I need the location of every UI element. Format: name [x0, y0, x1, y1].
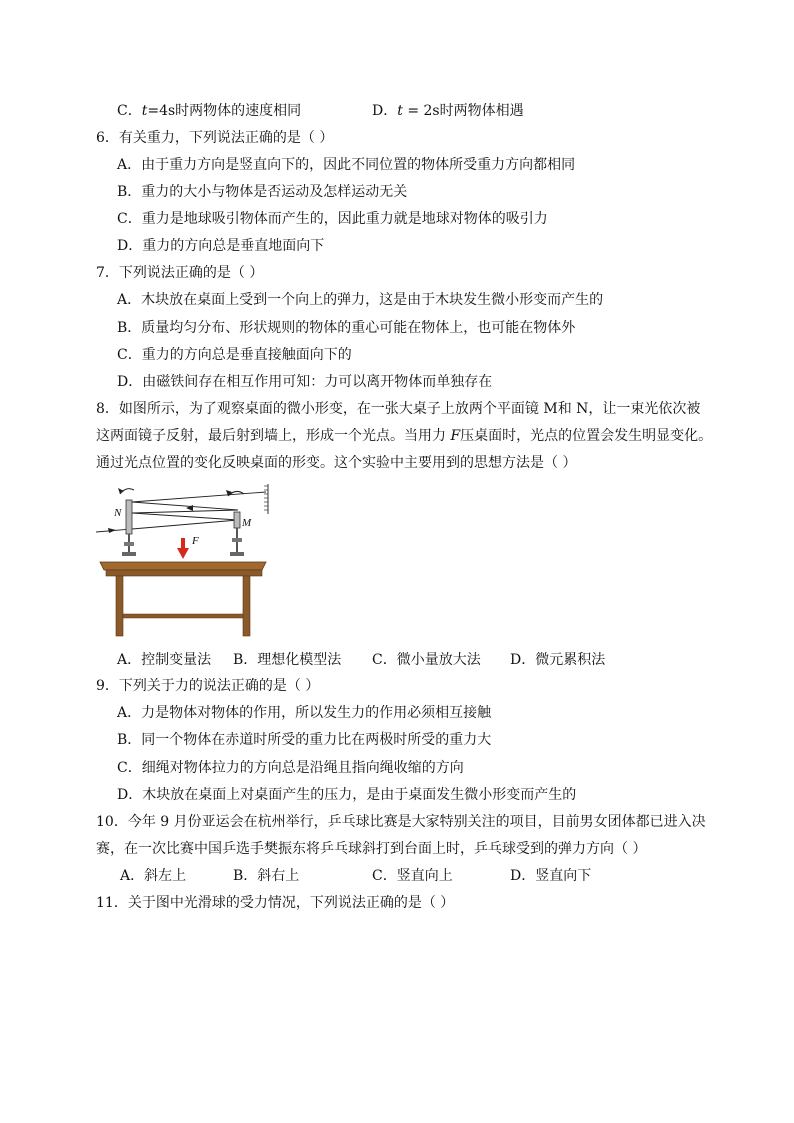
wall-scale [264, 484, 268, 514]
q8-option-c: C．微小量放大法 [372, 652, 481, 668]
q8-stem-line2: 这两面镜子反射，最后射到墙上，形成一个光点。当用力 F压桌面时，光点的位置会发生明显变化。 [96, 428, 713, 444]
q5-option-c: C．t=4s时两物体的速度相同 [117, 103, 302, 119]
q10-stem-line1: 10．今年 9 月份亚运会在杭州举行，乒乓球比赛是大家特别关注的项目，目前男女团体都已进入决 [96, 814, 706, 830]
q6-option-a: A．由于重力方向是竖直向下的，因此不同位置的物体所受重力方向都相同 [117, 157, 576, 173]
mirror-table-figure [96, 482, 274, 644]
q8-option-a: A．控制变量法 [117, 652, 212, 668]
q8-stem-line1: 8．如图所示，为了观察桌面的微小形变，在一张大桌子上放两个平面镜 M和 N，让一束光依次被 [96, 401, 701, 417]
q10-option-a: A．斜左上 [120, 868, 187, 884]
q9-stem: 9．下列关于力的说法正确的是（ ） [96, 678, 320, 694]
table [100, 562, 266, 636]
q9-option-d: D．木块放在桌面上对桌面产生的压力，是由于桌面发生微小形变而产生的 [117, 787, 577, 803]
light-rays [96, 492, 266, 533]
q5-option-d: D．t = 2s时两物体相遇 [372, 103, 524, 119]
q9-option-a: A．力是物体对物体的作用，所以发生力的作用必须相互接触 [117, 705, 492, 721]
q7-option-a: A．木块放在桌面上受到一个向上的弹力，这是由于木块发生微小形变而产生的 [117, 292, 604, 308]
q10-option-d: D．竖直向下 [510, 868, 592, 884]
q6-option-d: D．重力的方向总是垂直地面向下 [117, 238, 325, 254]
q6-stem: 6．有关重力，下列说法正确的是（ ） [96, 130, 334, 146]
q10-stem-line2: 赛，在一次比赛中国乒选手樊振东将乒乓球斜打到台面上时，乒乓球受到的弹力方向（ ） [96, 841, 647, 857]
q7-option-c: C．重力的方向总是垂直接触面向下的 [117, 347, 352, 363]
label-m: M [242, 517, 252, 529]
rotation-arrow-n-head [118, 488, 124, 494]
q6-option-b: B．重力的大小与物体是否运动及怎样运动无关 [117, 184, 408, 200]
label-n: N [114, 507, 122, 519]
q11-stem: 11．关于图中光滑球的受力情况，下列说法正确的是（ ） [96, 895, 455, 911]
q8-stem-line3: 通过光点位置的变化反映桌面的形变。这个实验中主要用到的思想方法是（ ） [96, 455, 577, 471]
q8-option-d: D．微元累积法 [510, 652, 606, 668]
q7-option-d: D．由磁铁间存在相互作用可知：力可以离开物体而单独存在 [117, 374, 493, 390]
mirror-n [122, 500, 136, 556]
q10-option-c: C．竖直向上 [372, 868, 453, 884]
q7-option-b: B．质量均匀分布、形状规则的物体的重心可能在物体上，也可能在物体外 [117, 320, 576, 336]
q9-option-b: B．同一个物体在赤道时所受的重力比在两极时所受的重力大 [117, 732, 492, 748]
q8-option-b: B．理想化模型法 [233, 652, 342, 668]
q9-option-c: C．细绳对物体拉力的方向总是沿绳且指向绳收缩的方向 [117, 760, 464, 776]
q6-option-c: C．重力是地球吸引物体而产生的，因此重力就是地球对物体的吸引力 [117, 211, 548, 227]
q7-stem: 7．下列说法正确的是（ ） [96, 265, 264, 281]
q10-option-b: B．斜右上 [233, 868, 300, 884]
force-arrow [177, 538, 189, 559]
label-f: F [192, 535, 199, 547]
